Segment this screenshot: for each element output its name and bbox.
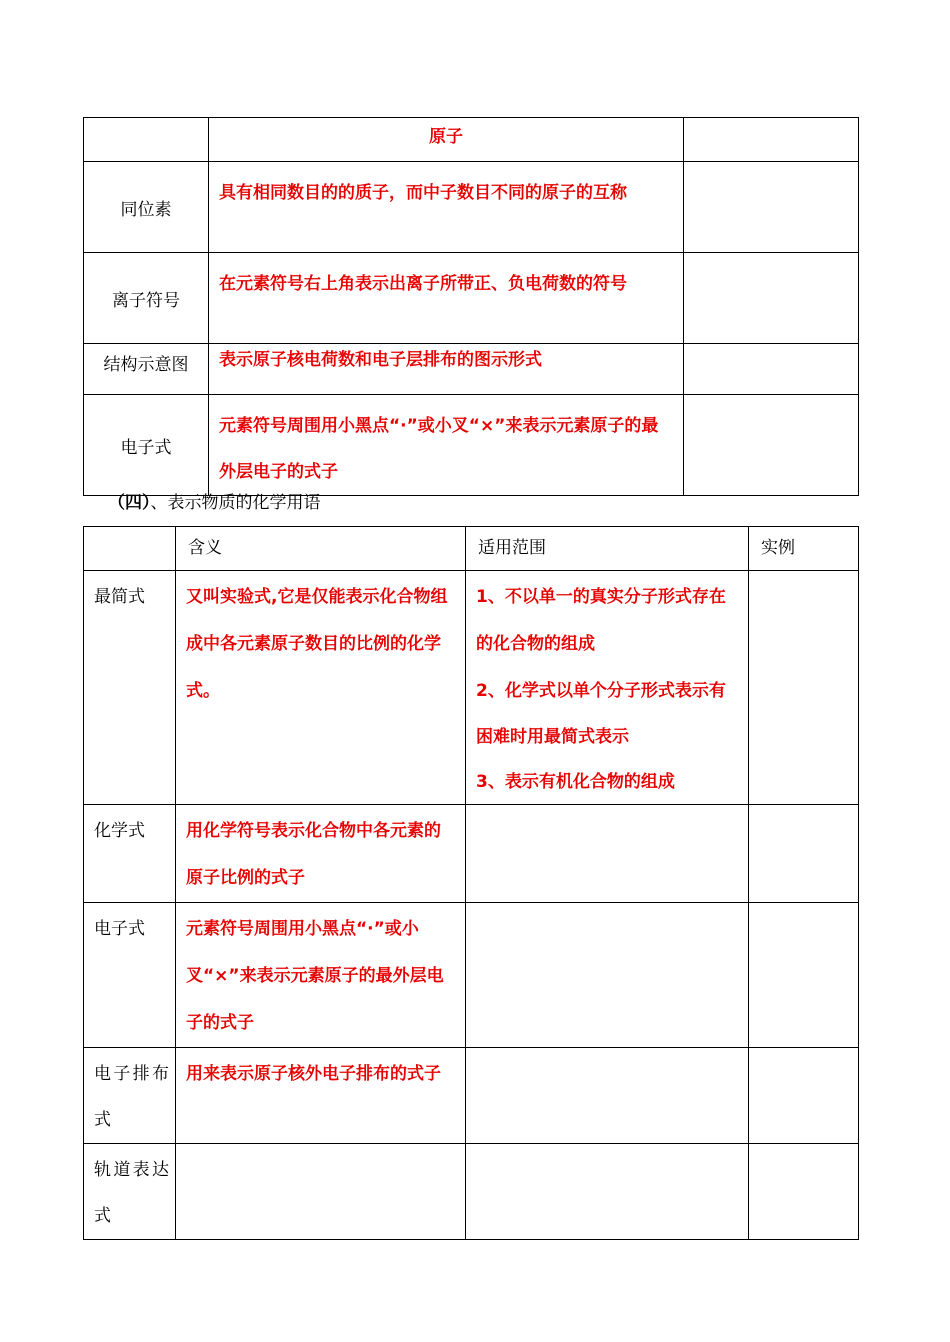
definition-electron-formula: 元素符号周围用小黑点“·”或小叉“×”来表示元素原子的最外层电子的式子	[209, 395, 684, 496]
table1-corner-cell	[84, 118, 209, 162]
table2-corner-cell	[84, 527, 176, 571]
meaning-chemical-formula: 用化学符号表示化合物中各元素的原子比例的式子	[176, 805, 466, 903]
section-heading	[108, 488, 321, 513]
table1-header-empty	[684, 118, 859, 162]
meaning-simplest-formula: 又叫实验式,它是仅能表示化合物组成中各元素原子数目的比例的化学式。	[176, 571, 466, 805]
scope-empty-cell	[466, 1048, 749, 1144]
section-title: 、表示物质的化学用语	[150, 493, 321, 513]
header-example: 实例	[749, 527, 859, 571]
scope-empty-cell	[466, 903, 749, 1048]
row-label-ion-symbol: 离子符号	[84, 253, 209, 344]
row-label-isotope: 同位素	[84, 162, 209, 253]
row-label-electron-formula: 电子式	[84, 395, 209, 496]
example-empty-cell	[749, 805, 859, 903]
header-scope: 适用范围	[466, 527, 749, 571]
row-label-electron-configuration: 电子排布式	[84, 1048, 176, 1144]
example-empty-cell	[749, 1144, 859, 1240]
scope-empty-cell	[466, 1144, 749, 1240]
scope-simplest-formula	[466, 571, 749, 805]
row-label-simplest-formula: 最简式	[84, 571, 176, 805]
row-label-chemical-formula: 化学式	[84, 805, 176, 903]
example-empty-cell	[749, 571, 859, 805]
row-label-structure-diagram: 结构示意图	[84, 344, 209, 395]
row-label-electron-formula: 电子式	[84, 903, 176, 1048]
table1-header-atom: 原子	[209, 118, 684, 162]
definition-structure-diagram: 表示原子核电荷数和电子层排布的图示形式	[209, 344, 684, 395]
meaning-orbital-diagram	[176, 1144, 466, 1240]
table1-empty-cell	[684, 162, 859, 253]
example-empty-cell	[749, 1048, 859, 1144]
scope-item: 1、不以单一的真实分子形式存在的化合物的组成	[476, 587, 726, 654]
table1-empty-cell	[684, 395, 859, 496]
scope-item: 3、表示有机化合物的组成	[476, 772, 675, 792]
table1-empty-cell	[684, 344, 859, 395]
definition-ion-symbol: 在元素符号右上角表示出离子所带正、负电荷数的符号	[209, 253, 684, 344]
scope-empty-cell	[466, 805, 749, 903]
chemical-terms-table	[83, 526, 859, 1240]
header-meaning: 含义	[176, 527, 466, 571]
scope-item: 2、化学式以单个分子形式表示有困难时用最简式表示	[476, 681, 726, 747]
atom-terms-table	[83, 117, 859, 496]
meaning-electron-formula: 元素符号周围用小黑点“·”或小叉“×”来表示元素原子的最外层电子的式子	[176, 903, 466, 1048]
example-empty-cell	[749, 903, 859, 1048]
section-number: （四）	[108, 493, 151, 513]
meaning-electron-configuration: 用来表示原子核外电子排布的式子	[176, 1048, 466, 1144]
row-label-orbital-diagram: 轨道表达式	[84, 1144, 176, 1240]
table1-empty-cell	[684, 253, 859, 344]
definition-isotope: 具有相同数目的的质子，而中子数目不同的原子的互称	[209, 162, 684, 253]
